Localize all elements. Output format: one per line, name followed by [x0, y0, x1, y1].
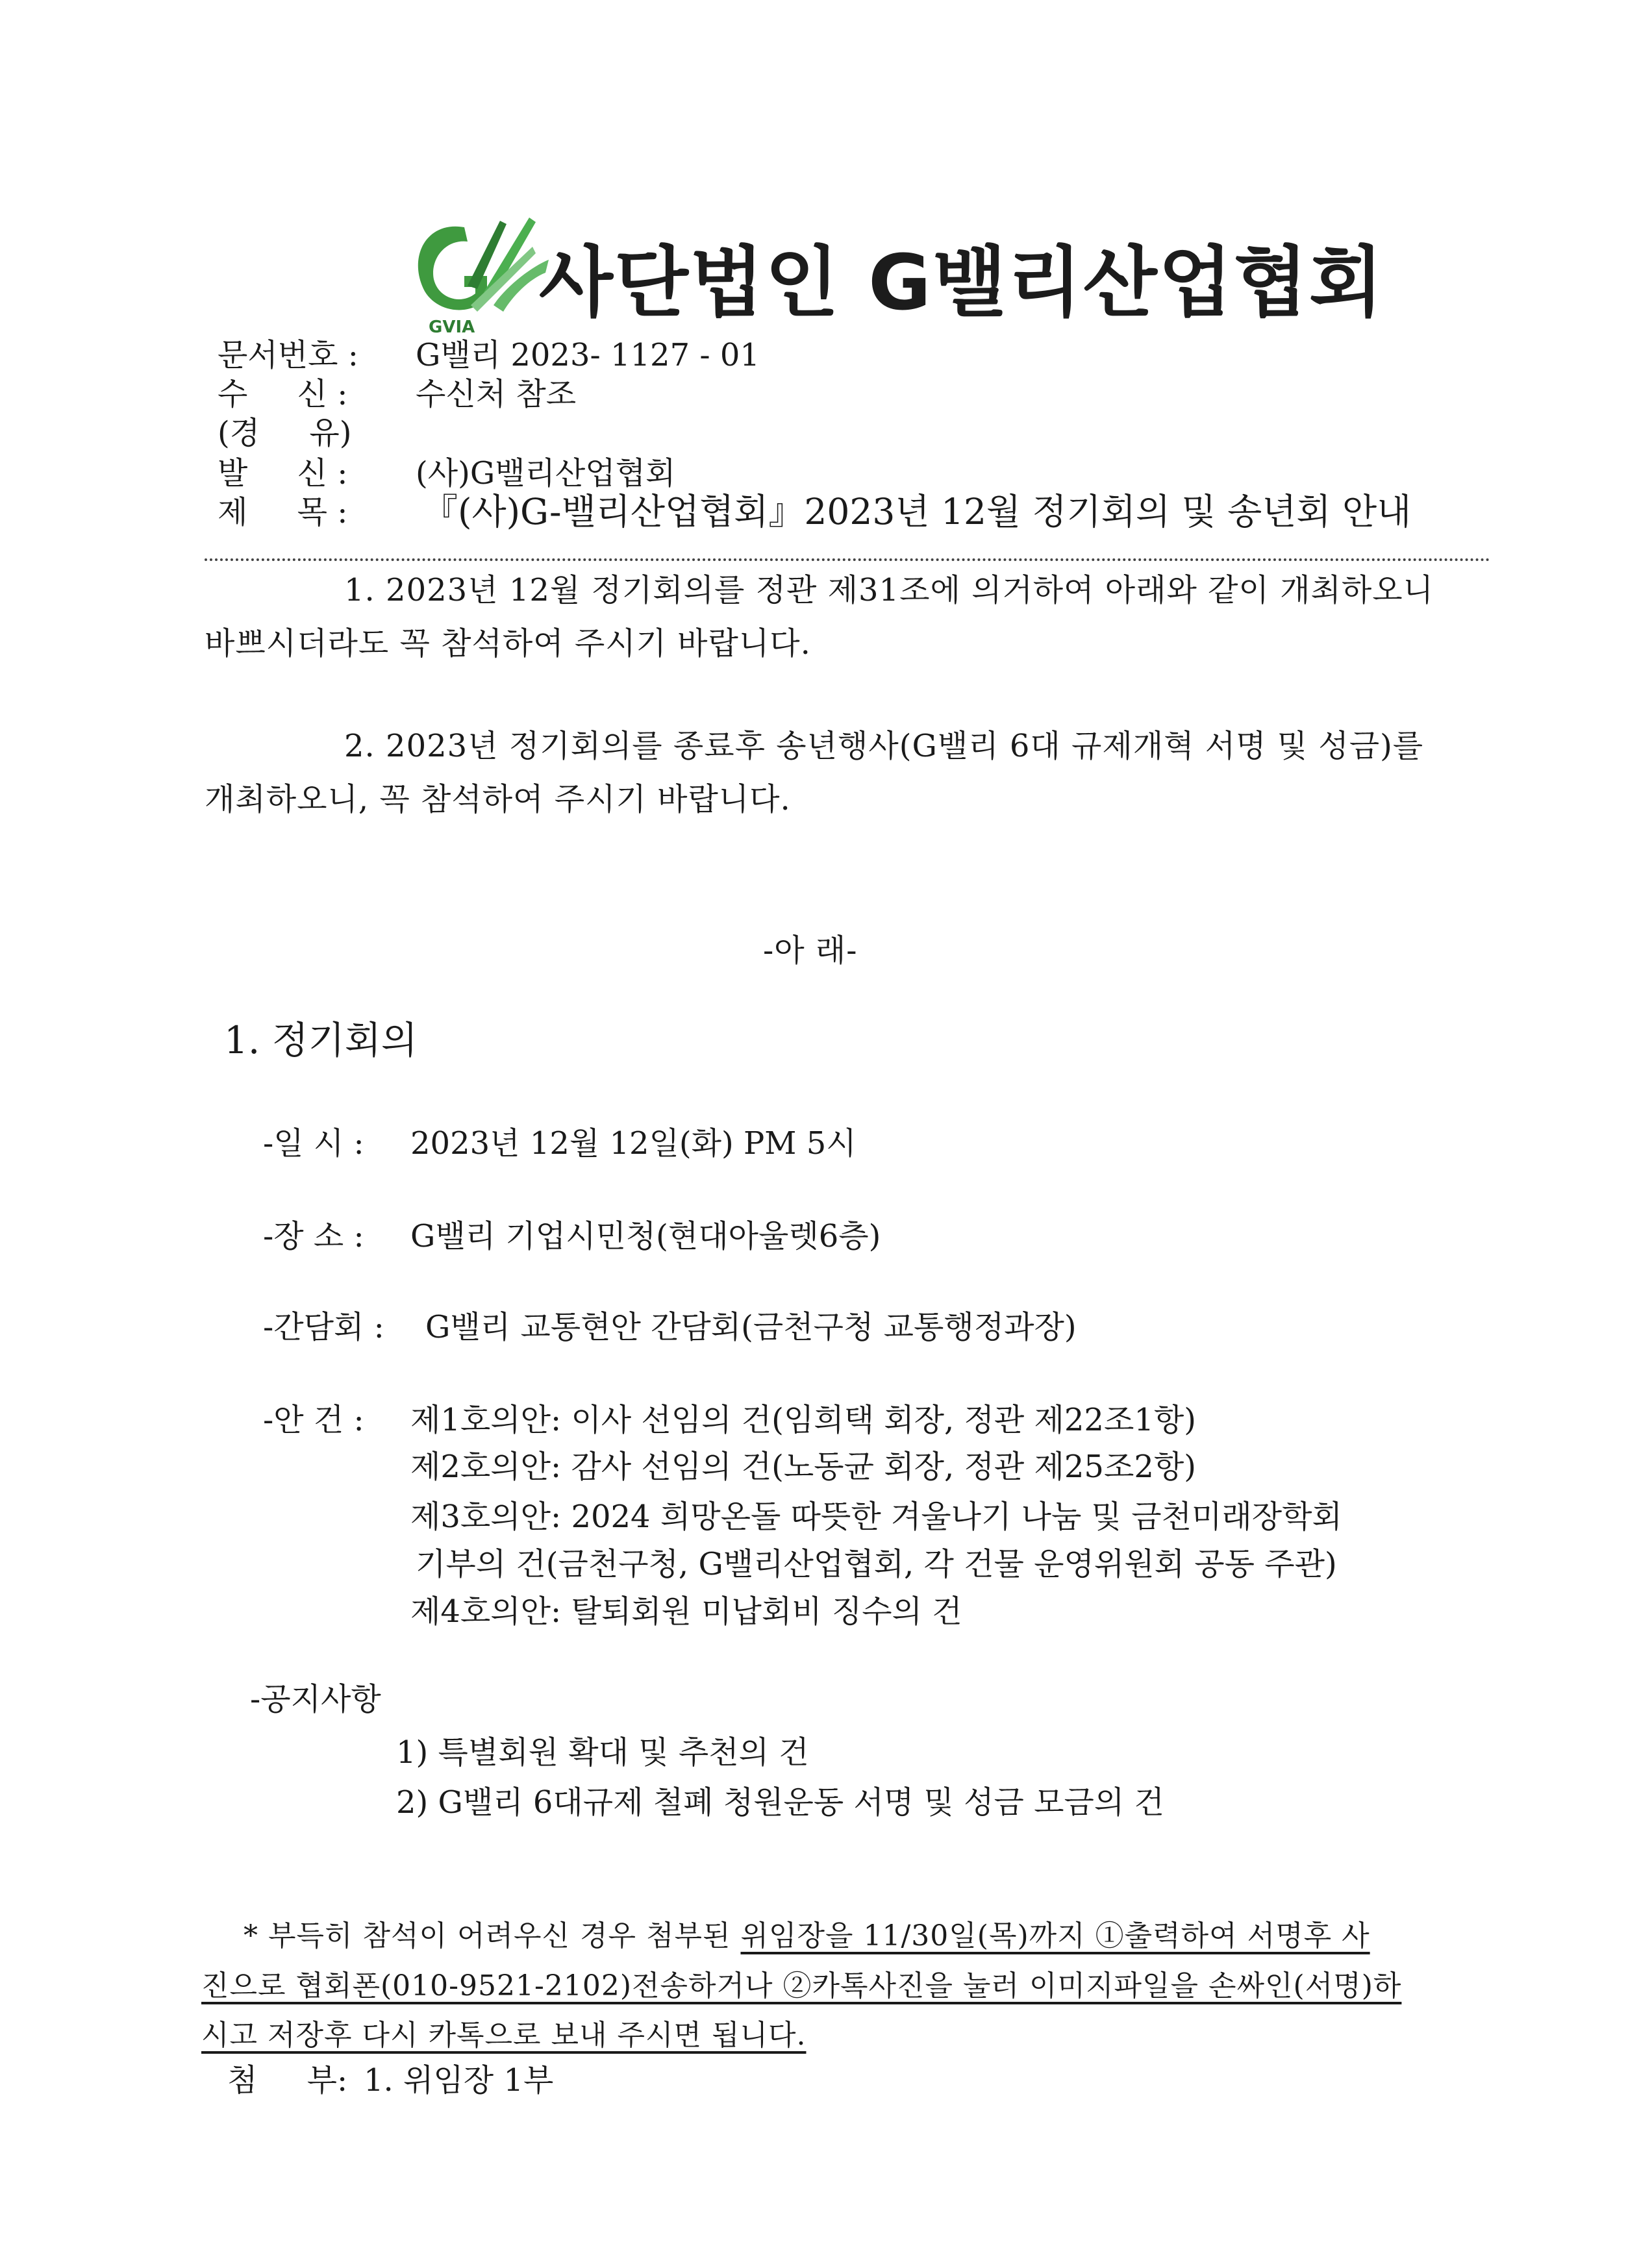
agenda-label: -안 건 : — [263, 1402, 364, 1438]
place-value: G밸리 기업시민청(현대아울렛6층) — [410, 1218, 881, 1254]
paragraph-1-line-1: 1. 2023년 12월 정기회의를 정관 제31조에 의거하여 아래와 같이 개최하오니 — [344, 572, 1434, 608]
doc-number-label: 문서번호 : — [218, 337, 358, 373]
meeting-value: G밸리 교통현안 간담회(금천구청 교통행정과장) — [425, 1309, 1077, 1345]
date-value: 2023년 12월 12일(화) PM 5시 — [410, 1125, 857, 1162]
below-heading: -아 래- — [763, 932, 858, 969]
agenda-item-2: 제2호의안: 감사 선임의 건(노동균 회장, 정관 제25조2항) — [410, 1449, 1196, 1485]
meeting-label: -간담회 : — [263, 1309, 384, 1345]
date-label: -일 시 : — [263, 1125, 364, 1162]
attachment-label: 첨 부: — [227, 2062, 348, 2099]
agenda-item-3-continued: 기부의 건(금천구청, G밸리산업협회, 각 건물 운영위원회 공동 주관) — [416, 1546, 1337, 1582]
subject-label: 제 목 : — [218, 494, 348, 530]
recipient-value: 수신처 참조 — [416, 376, 577, 412]
via-label: (경 유) — [218, 415, 352, 451]
attachment-value: 1. 위임장 1부 — [364, 2062, 554, 2099]
doc-number-value: G밸리 2023- 1127 - 01 — [416, 337, 760, 373]
sender-value: (사)G밸리산업협회 — [416, 455, 676, 492]
notice-item-2: 2) G밸리 6대규제 철폐 청원운동 서명 및 성금 모금의 건 — [396, 1784, 1164, 1821]
paragraph-1-line-2: 바쁘시더라도 꼭 참석하여 주시기 바랍니다. — [205, 625, 811, 662]
notice-item-1: 1) 특별회원 확대 및 추천의 건 — [396, 1734, 809, 1771]
place-label: -장 소 : — [263, 1218, 364, 1254]
sender-label: 발 신 : — [218, 455, 348, 492]
paragraph-2-line-2: 개최하오니, 꼭 참석하여 주시기 바랍니다. — [205, 781, 791, 817]
subject-value: 『(사)G-밸리산업협회』2023년 12월 정기회의 및 송년회 안내 — [422, 491, 1412, 532]
footnote-line-3: 시고 저장후 다시 카톡으로 보내 주시면 됩니다. — [201, 2019, 807, 2052]
organization-name: 사단법인 G밸리산업협회 — [539, 238, 1384, 327]
agenda-item-4: 제4호의안: 탈퇴회원 미납회비 징수의 건 — [410, 1593, 962, 1630]
paragraph-2-line-1: 2. 2023년 정기회의를 종료후 송년행사(G밸리 6대 규제개혁 서명 및 성금)를 — [344, 728, 1424, 764]
agenda-item-1: 제1호의안: 이사 선임의 건(임희택 회장, 정관 제22조1항) — [410, 1402, 1196, 1438]
footnote-line-1: * 부득히 참석이 어려우신 경우 첨부된 위임장을 11/30일(목)까지 ①출력하여 서명후 사 — [244, 1919, 1370, 1952]
svg-text:GVIA: GVIA — [429, 318, 475, 337]
gvia-logo-icon — [403, 208, 552, 338]
notice-label: -공지사항 — [250, 1681, 381, 1717]
gvia-logo — [403, 208, 552, 338]
recipient-label: 수 신 : — [218, 376, 348, 412]
header-divider — [205, 558, 1490, 561]
agenda-item-3: 제3호의안: 2024 희망온돌 따뜻한 겨울나기 나눔 및 금천미래장학회 — [410, 1499, 1342, 1535]
footnote-line-2: 진으로 협회폰(010-9521-2102)전송하거나 ②카톡사진을 눌러 이미지파일을 손싸인(서명)하 — [201, 1969, 1402, 2002]
section-1-title: 1. 정기회의 — [224, 1018, 418, 1062]
